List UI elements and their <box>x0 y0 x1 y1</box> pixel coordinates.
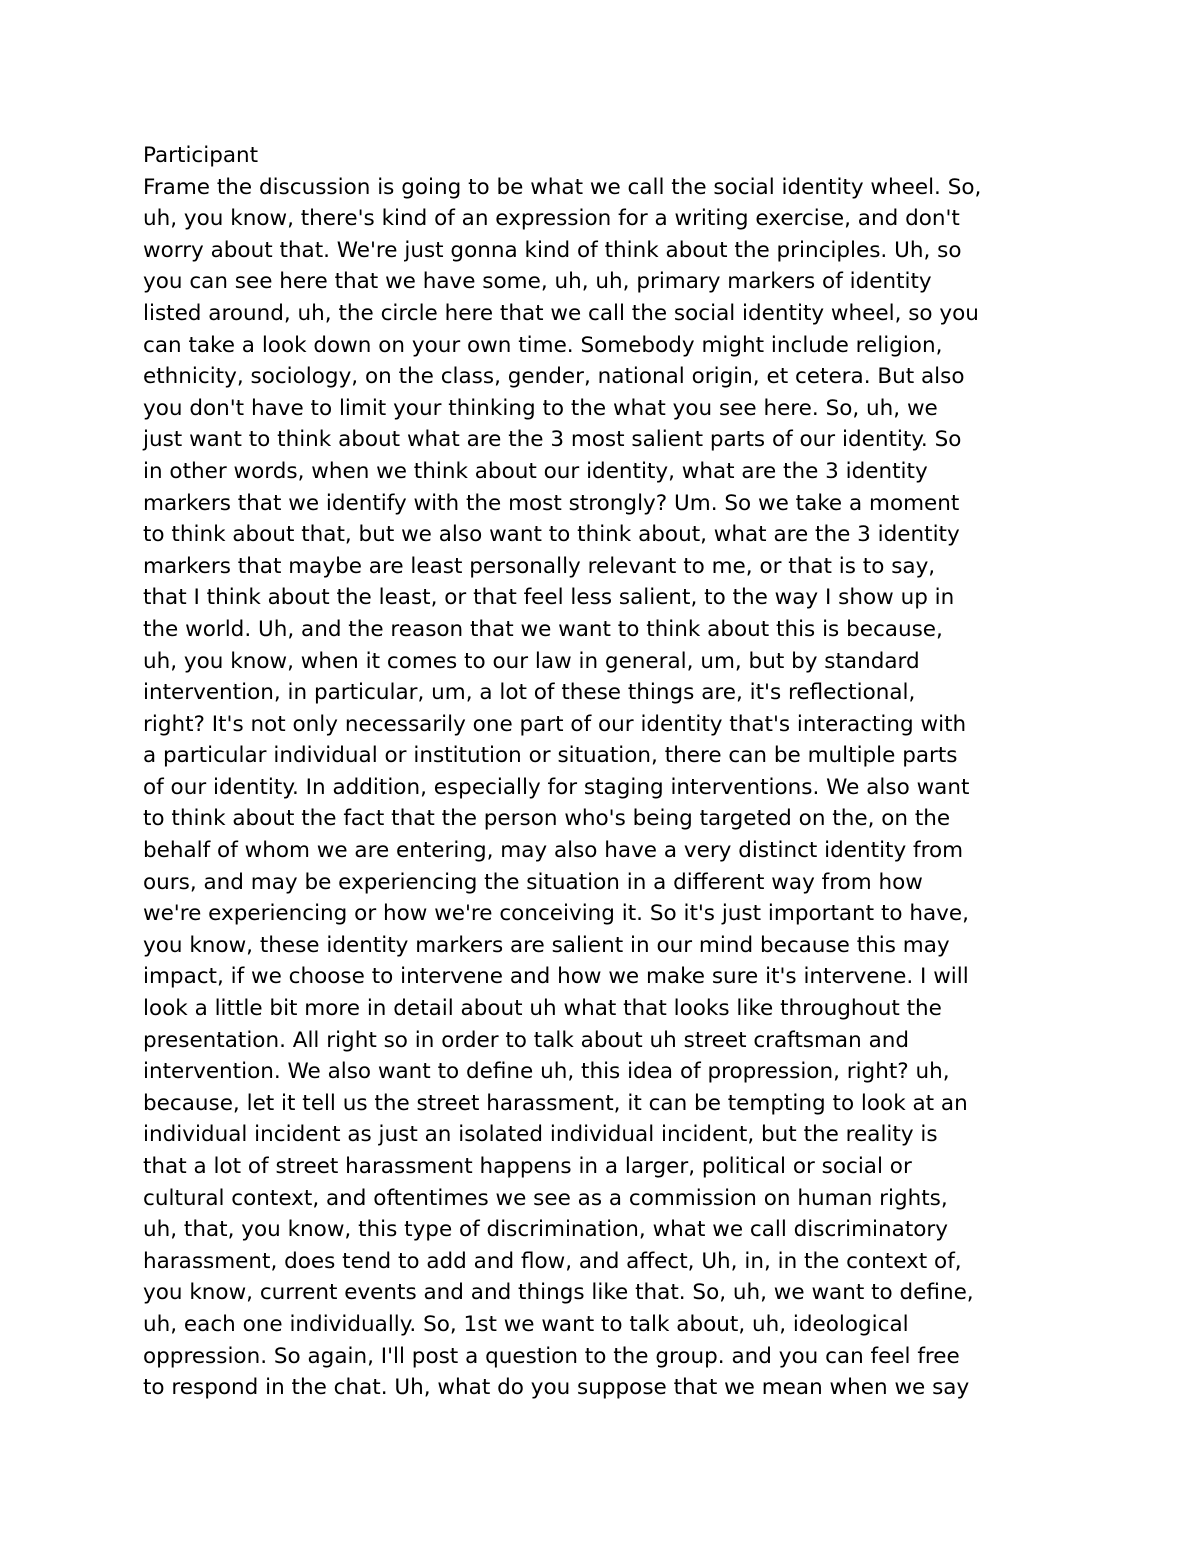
transcript-line: in other words, when we think about our identity, what are the 3 identity <box>143 458 928 484</box>
transcript-line: you know, these identity markers are salient in our mind because this may <box>143 932 950 958</box>
transcript-line: intervention. We also want to define uh, this idea of propression, right? uh, <box>143 1059 950 1085</box>
transcript-line: the world. Uh, and the reason that we want to think about this is because, <box>143 616 943 642</box>
transcript-line: markers that maybe are least personally relevant to me, or that is to say, <box>143 553 936 579</box>
transcript-line: just want to think about what are the 3 most salient parts of our identity. So <box>143 427 962 453</box>
transcript-line: ours, and may be experiencing the situation in a different way from how <box>143 869 923 895</box>
transcript-line: cultural context, and oftentimes we see as a commission on human rights, <box>143 1185 948 1211</box>
transcript-line: you don't have to limit your thinking to the what you see here. So, uh, we <box>143 395 938 421</box>
transcript-line: to think about the fact that the person who's being targeted on the, on the <box>143 806 951 832</box>
transcript-line: because, let it tell us the street harassment, it can be tempting to look at an <box>143 1090 968 1116</box>
transcript-line: to think about that, but we also want to think about, what are the 3 identity <box>143 522 960 548</box>
transcript-line: harassment, does tend to add and flow, and affect, Uh, in, in the context of, <box>143 1248 962 1274</box>
transcript-line: to respond in the chat. Uh, what do you suppose that we mean when we say <box>143 1375 970 1401</box>
transcript-line: markers that we identify with the most strongly? Um. So we take a moment <box>143 490 960 516</box>
transcript-line: intervention, in particular, um, a lot of these things are, it's reflectional, <box>143 680 916 706</box>
transcript-line: we're experiencing or how we're conceiving it. So it's just important to have, <box>143 901 969 927</box>
transcript-line: a particular individual or institution or situation, there can be multiple parts <box>143 743 958 769</box>
transcript-line: you know, current events and and things like that. So, uh, we want to define, <box>143 1280 974 1306</box>
transcript-line: you can see here that we have some, uh, uh, primary markers of identity <box>143 269 932 295</box>
transcript-line: look a little bit more in detail about uh what that looks like throughout the <box>143 996 942 1022</box>
transcript-line: right? It's not only necessarily one part of our identity that's interacting with <box>143 711 967 737</box>
transcript-line: uh, each one individually. So, 1st we want to talk about, uh, ideological <box>143 1311 909 1337</box>
transcript-line: worry about that. We're just gonna kind of think about the principles. Uh, so <box>143 237 962 263</box>
transcript-line: individual incident as just an isolated individual incident, but the reality is <box>143 1122 938 1148</box>
transcript-body <box>143 140 1083 1404</box>
transcript-line: behalf of whom we are entering, may also have a very distinct identity from <box>143 838 964 864</box>
transcript-line: uh, that, you know, this type of discrimination, what we call discriminatory <box>143 1217 948 1243</box>
transcript-line: presentation. All right so in order to talk about uh street craftsman and <box>143 1027 910 1053</box>
transcript-line: uh, you know, there's kind of an expression for a writing exercise, and don't <box>143 206 960 232</box>
transcript-line: impact, if we choose to intervene and how we make sure it's intervene. I will <box>143 964 969 990</box>
transcript-line: oppression. So again, I'll post a question to the group. and you can feel free <box>143 1343 960 1369</box>
transcript-line: uh, you know, when it comes to our law in general, um, but by standard <box>143 648 920 674</box>
transcript-line: Frame the discussion is going to be what we call the social identity wheel. So, <box>143 174 982 200</box>
transcript-line: that I think about the least, or that feel less salient, to the way I show up in <box>143 585 955 611</box>
transcript-line: that a lot of street harassment happens in a larger, political or social or <box>143 1154 912 1179</box>
transcript-line: of our identity. In addition, especially for staging interventions. We also want <box>143 774 970 800</box>
transcript-line: listed around, uh, the circle here that we call the social identity wheel, so you <box>143 300 979 326</box>
transcript-line: ethnicity, sociology, on the class, gender, national origin, et cetera. But also <box>143 364 965 390</box>
speaker-label: Participant <box>143 143 259 168</box>
transcript-line: can take a look down on your own time. Somebody might include religion, <box>143 332 943 358</box>
